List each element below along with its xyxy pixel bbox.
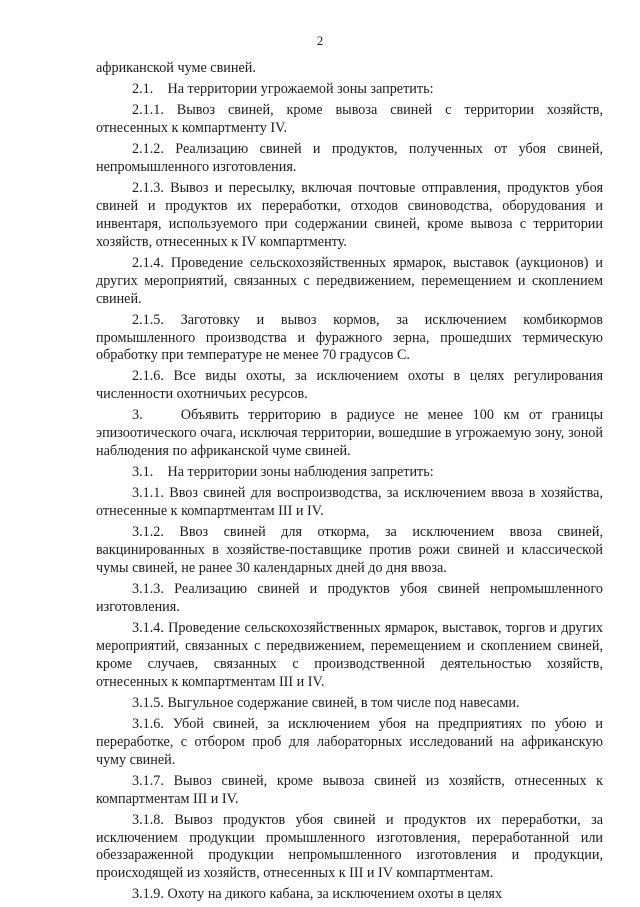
paragraph-3-1-5: 3.1.5. Выгульное содержание свиней, в том числе под навесами. bbox=[132, 694, 520, 711]
page-number: 2 bbox=[316, 33, 324, 48]
paragraph-3-1-7: 3.1.7. Вывоз свиней, кроме вывоза свиней из хозяйств, отнесенных к компартментам III и IV. bbox=[96, 772, 603, 807]
paragraph-3-1-2: 3.1.2. Ввоз свиней для откорма, за исключением ввоза свиней, вакцинированных в хозяйстве-поставщике против рожи свиней и классической чумы свиней, не ранее 30 календарных дней до дня ввоза. bbox=[96, 524, 603, 577]
document-body bbox=[96, 60, 603, 907]
paragraph-2-1-2: 2.1.2. Реализацию свиней и продуктов, полученных от убоя свиней, непромышленного изготовления. bbox=[96, 141, 603, 176]
paragraph-2-1-3: 2.1.3. Вывоз и пересылку, включая почтовые отправления, продуктов убоя свиней и продуктов их переработки, отходов свиноводства, оборудования и инвентаря, используемого при содержании свиней, кроме вывоза с территории хозяйств, отнесенных к IV компартменту. bbox=[96, 180, 603, 250]
paragraph-2-1-5: 2.1.5. Заготовку и вывоз кормов, за исключением комбикормов промышленного производства и фуражного зерна, прошедших термическую обработку при температуре не менее 70 градусов С. bbox=[96, 311, 603, 364]
paragraph-3-1-8: 3.1.8. Вывоз продуктов убоя свиней и продуктов их переработки, за исключением продукции промышленного изготовления, переработанной или обеззараженной продукции непромышленного изготовления и продукции, происходящей из хозяйств, отнесенных к III и IV компартментам. bbox=[96, 811, 603, 882]
paragraph-2-1: 2.1. На территории угрожаемой зоны запретить: bbox=[132, 81, 434, 98]
paragraph-continuation: африканской чуме свиней. bbox=[96, 60, 256, 76]
paragraph-2-1-6: 2.1.6. Все виды охоты, за исключением охоты в целях регулирования численности охотничьих ресурсов. bbox=[96, 368, 603, 403]
paragraph-2-1-1: 2.1.1. Вывоз свиней, кроме вывоза свиней с территории хозяйств, отнесенных к компартменту IV. bbox=[96, 102, 603, 137]
paragraph-3-1: 3.1. На территории зоны наблюдения запретить: bbox=[132, 464, 434, 481]
paragraph-3: 3. Объявить территорию в радиусе не менее 100 км от границы эпизоотического очага, исключая территории, вошедшие в угрожаемую зону, зоной наблюдения по африканской чуме свиней. bbox=[96, 407, 603, 460]
paragraph-2-1-4: 2.1.4. Проведение сельскохозяйственных ярмарок, выставок (аукционов) и других мероприятий, связанных с передвижением, перемещением и скоплением свиней. bbox=[96, 254, 603, 307]
paragraph-3-1-6: 3.1.6. Убой свиней, за исключением убоя на предприятиях по убою и переработке, с отбором проб для лабораторных исследований на африканскую чуму свиней. bbox=[96, 715, 603, 768]
paragraph-3-1-9: 3.1.9. Охоту на дикого кабана, за исключением охоты в целях bbox=[132, 886, 503, 903]
paragraph-3-1-3: 3.1.3. Реализацию свиней и продуктов убоя свиней непромышленного изготовления. bbox=[96, 581, 603, 615]
paragraph-3-1-1: 3.1.1. Ввоз свиней для воспроизводства, за исключением ввоза в хозяйства, отнесенные к компартментам III и IV. bbox=[96, 485, 603, 520]
paragraph-3-1-4: 3.1.4. Проведение сельскохозяйственных ярмарок, выставок, торгов и других мероприятий, связанных с передвижением, перемещением и скоплением свиней, кроме случаев, связанных с производственной деятельностью хозяйств, отнесенных к компартментам III и IV. bbox=[96, 620, 603, 690]
